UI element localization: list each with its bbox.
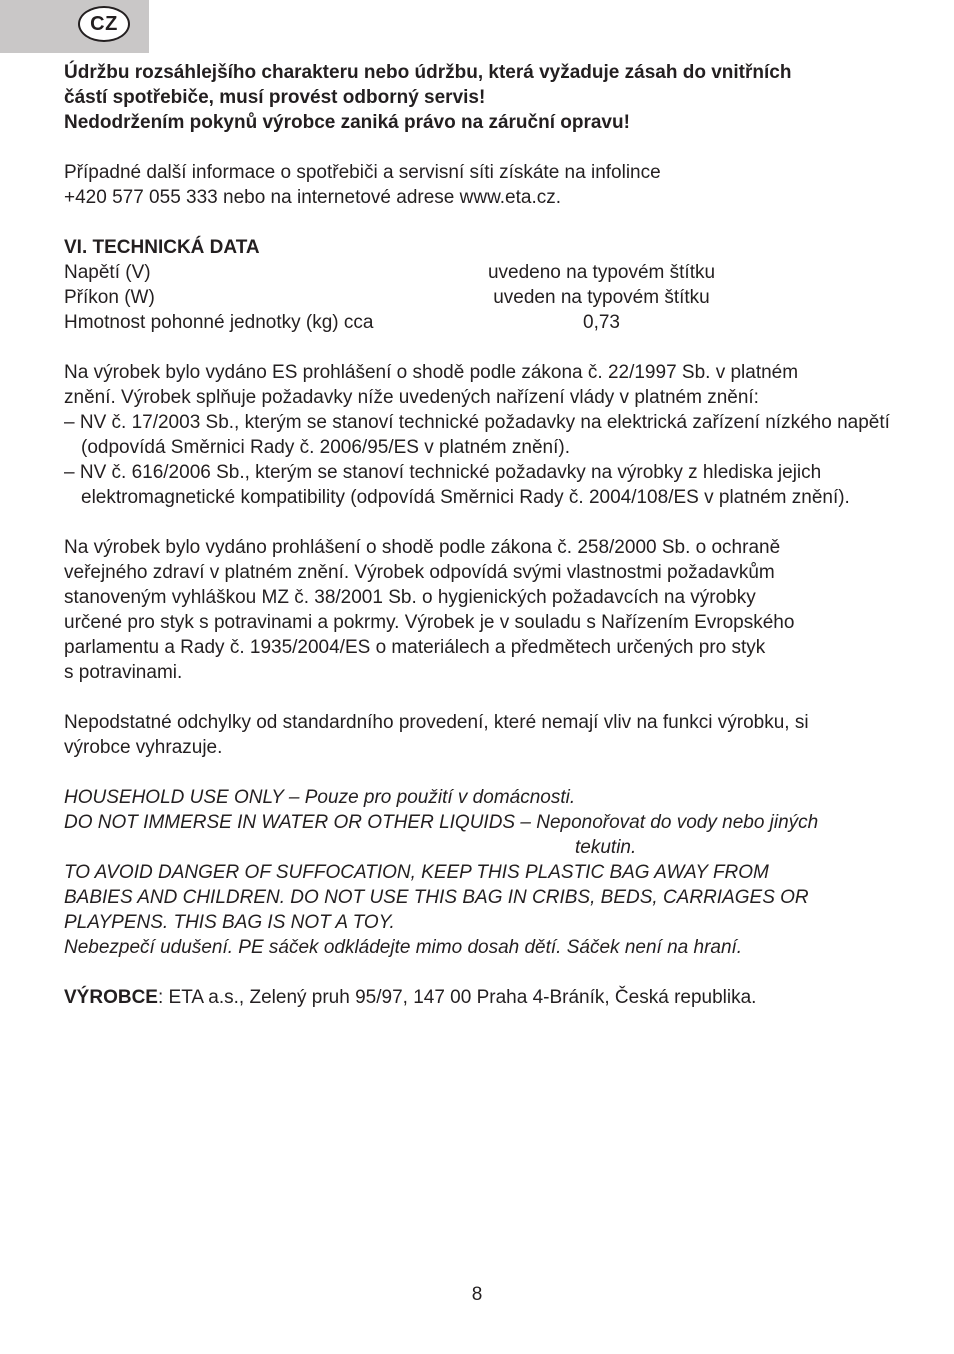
health-declaration (64, 535, 894, 685)
technical-data-section (64, 235, 894, 335)
tech-value: uvedeno na typovém štítku (487, 262, 716, 283)
paragraph-line: Na výrobek bylo vydáno prohlášení o shodě podle zákona č. 258/2000 Sb. o ochraně (64, 537, 781, 558)
page-content (64, 60, 894, 1010)
page-number: 8 (471, 1284, 483, 1305)
suffocation-notice-cz: Nebezpečí udušení. PE sáček odkládejte mimo dosah dětí. Sáček není na hraní. (64, 937, 743, 958)
manufacturer-address: : ETA a.s., Zelený pruh 95/97, 147 00 Praha 4-Bráník, Česká republika. (157, 987, 757, 1008)
paragraph-line: Nepodstatné odchylky od standardního provedení, které nemají vliv na funkci výrobku, si (64, 712, 809, 733)
language-tab (0, 0, 149, 53)
safety-notices (64, 785, 894, 960)
suffocation-notice: TO AVOID DANGER OF SUFFOCATION, KEEP THIS PLASTIC BAG AWAY FROM (64, 862, 769, 883)
language-badge: CZ (78, 6, 130, 42)
immerse-notice: DO NOT IMMERSE IN WATER OR OTHER LIQUIDS – Neponořovat do vody nebo jiných (64, 812, 819, 833)
manufacturer-label: VÝROBCE (64, 987, 158, 1008)
tech-value: 0,73 (583, 312, 620, 333)
tech-row (64, 285, 894, 310)
manufacturer-line (64, 985, 894, 1010)
paragraph-line: s potravinami. (64, 662, 183, 683)
section-heading: VI. TECHNICKÁ DATA (64, 237, 260, 258)
tech-row (64, 260, 894, 285)
immerse-notice-continued: tekutin. (575, 837, 637, 858)
info-line: Případné další informace o spotřebiči a servisní síti získáte na infolince (64, 162, 661, 183)
paragraph-line: parlamentu a Rady č. 1935/2004/ES o materiálech a předmětech určených pro styk (64, 637, 766, 658)
paragraph-line: veřejného zdraví v platném znění. Výrobek odpovídá svými vlastnostmi požadavkům (64, 562, 775, 583)
suffocation-notice: PLAYPENS. THIS BAG IS NOT A TOY. (64, 912, 395, 933)
paragraph-line: stanoveným vyhláškou MZ č. 38/2001 Sb. o hygienických požadavcích na výrobky (64, 587, 756, 608)
suffocation-notice: BABIES AND CHILDREN. DO NOT USE THIS BAG IN CRIBS, BEDS, CARRIAGES OR (64, 887, 809, 908)
paragraph-line: Na výrobek bylo vydáno ES prohlášení o shodě podle zákona č. 22/1997 Sb. v platném (64, 362, 799, 383)
household-notice: HOUSEHOLD USE ONLY – Pouze pro použití v domácnosti. (64, 787, 576, 808)
regulation-item: – NV č. 616/2006 Sb., kterým se stanoví technické požadavky na výrobky z hlediska jejich elektromagnetické kompatibility (odpovídá Směrnici Rady č. 2004/108/ES v platném znění). (64, 462, 850, 508)
tech-label: Hmotnost pohonné jednotky (kg) cca (64, 312, 374, 333)
info-block (64, 160, 894, 210)
warning-block (64, 60, 894, 135)
tech-value: uveden na typovém štítku (493, 287, 710, 308)
es-declaration (64, 360, 894, 510)
warning-line: částí spotřebiče, musí provést odborný servis! (64, 87, 486, 108)
warning-line: Údržbu rozsáhlejšího charakteru nebo údržbu, která vyžaduje zásah do vnitřních (64, 62, 792, 83)
paragraph-line: znění. Výrobek splňuje požadavky níže uvedených nařízení vlády v platném znění: (64, 387, 759, 408)
deviations-note (64, 710, 894, 760)
info-line: +420 577 055 333 nebo na internetové adrese www.eta.cz. (64, 187, 561, 208)
paragraph-line: určené pro styk s potravinami a pokrmy. Výrobek je v souladu s Nařízením Evropského (64, 612, 795, 633)
regulation-item: – NV č. 17/2003 Sb., kterým se stanoví technické požadavky na elektrická zařízení nízkého napětí (odpovídá Směrnici Rady č. 2006/95/ES v platném znění). (64, 412, 890, 458)
tech-label: Napětí (V) (64, 262, 151, 283)
paragraph-line: výrobce vyhrazuje. (64, 737, 223, 758)
tech-row (64, 310, 894, 335)
tech-label: Příkon (W) (64, 287, 155, 308)
warning-line: Nedodržením pokynů výrobce zaniká právo na záruční opravu! (64, 112, 630, 133)
